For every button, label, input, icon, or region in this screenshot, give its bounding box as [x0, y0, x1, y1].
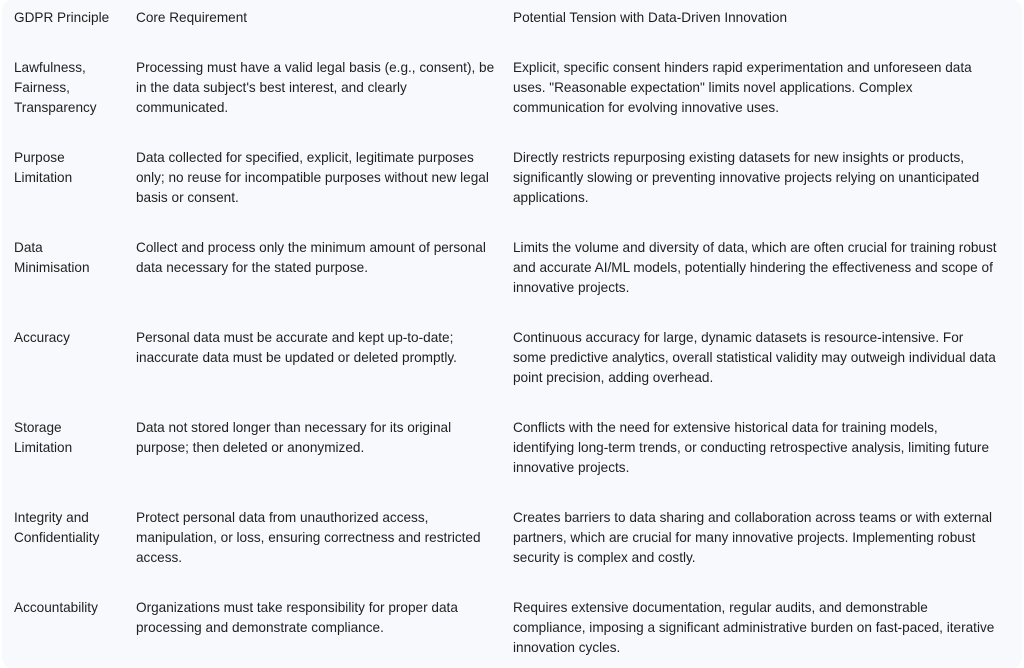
- table-row: [14, 301, 1014, 391]
- requirement-cell: [136, 571, 513, 661]
- requirement-cell: [136, 211, 513, 301]
- principle-cell: [14, 121, 136, 211]
- principle-text: Storage Limitation: [14, 420, 73, 455]
- tension-text: Conflicts with the need for extensive historical data for training models, identifying long-term trends, or conducting retrospective analysis, limiting future innovative projects.: [513, 420, 990, 475]
- tension-cell: [513, 211, 1014, 301]
- tension-cell: [513, 391, 1014, 481]
- tension-cell: [513, 571, 1014, 661]
- tension-cell: [513, 121, 1014, 211]
- requirement-text: Organizations must take responsibility for proper data processing and demonstrate compliance.: [136, 600, 458, 635]
- principle-cell: [14, 301, 136, 391]
- principle-text: Purpose Limitation: [14, 150, 73, 185]
- gdpr-principles-table: [14, 6, 1014, 661]
- principle-cell: [14, 31, 136, 121]
- principle-cell: [14, 481, 136, 571]
- table-panel: [2, 0, 1022, 668]
- table-header: [14, 6, 1014, 31]
- tension-cell: [513, 481, 1014, 571]
- requirement-cell: [136, 481, 513, 571]
- requirement-cell: [136, 391, 513, 481]
- tension-cell: [513, 31, 1014, 121]
- tension-text: Creates barriers to data sharing and collaboration across teams or with external partners, which are crucial for many innovative projects. Implementing robust security is complex and costly.: [513, 510, 993, 565]
- table-row: [14, 211, 1014, 301]
- tension-cell: [513, 301, 1014, 391]
- principle-text: Integrity and Confidentiality: [14, 510, 100, 545]
- requirement-text: Processing must have a valid legal basis (e.g., consent), be in the data subject's best interest, and clearly communicated.: [136, 60, 495, 115]
- tension-text: Continuous accuracy for large, dynamic datasets is resource-intensive. For some predictive analytics, overall statistical validity may outweigh individual data point precision, adding overhead.: [513, 330, 996, 385]
- tension-text: Limits the volume and diversity of data, which are often crucial for training robust and accurate AI/ML models, potentially hindering the effectiveness and scope of innovative projects.: [513, 240, 997, 295]
- table-row: [14, 121, 1014, 211]
- requirement-cell: [136, 31, 513, 121]
- table-row: [14, 481, 1014, 571]
- principle-cell: [14, 571, 136, 661]
- table-row: [14, 31, 1014, 121]
- principle-text: Accountability: [14, 600, 98, 615]
- principle-text: Data Minimisation: [14, 240, 90, 275]
- principle-text: Accuracy: [14, 330, 70, 345]
- requirement-text: Personal data must be accurate and kept up-to-date; inaccurate data must be updated or deleted promptly.: [136, 330, 457, 365]
- principle-cell: [14, 391, 136, 481]
- table-row: [14, 391, 1014, 481]
- header-potential-tension: Potential Tension with Data-Driven Innovation: [513, 10, 788, 25]
- header-core-requirement: Core Requirement: [136, 10, 248, 25]
- table-body: [14, 31, 1014, 661]
- requirement-text: Data collected for specified, explicit, legitimate purposes only; no reuse for incompatible purposes without new legal basis or consent.: [136, 150, 489, 205]
- tension-text: Requires extensive documentation, regular audits, and demonstrable compliance, imposing a significant administrative burden on fast-paced, iterative innovation cycles.: [513, 600, 995, 655]
- principle-text: Lawfulness, Fairness, Transparency: [14, 60, 97, 115]
- principle-cell: [14, 211, 136, 301]
- header-gdpr-principle: GDPR Principle: [14, 10, 110, 25]
- requirement-text: Protect personal data from unauthorized access, manipulation, or loss, ensuring correctness and restricted access.: [136, 510, 481, 565]
- requirement-text: Collect and process only the minimum amount of personal data necessary for the stated purpose.: [136, 240, 486, 275]
- header-row: [14, 6, 1014, 31]
- tension-text: Directly restricts repurposing existing datasets for new insights or products, significantly slowing or preventing innovative projects relying on unanticipated applications.: [513, 150, 980, 205]
- requirement-cell: [136, 121, 513, 211]
- requirement-text: Data not stored longer than necessary for its original purpose; then deleted or anonymized.: [136, 420, 452, 455]
- table-row: [14, 571, 1014, 661]
- requirement-cell: [136, 301, 513, 391]
- tension-text: Explicit, specific consent hinders rapid experimentation and unforeseen data uses. "Reasonable expectation" limits novel applications. Complex communication for evolving innovative uses.: [513, 60, 972, 115]
